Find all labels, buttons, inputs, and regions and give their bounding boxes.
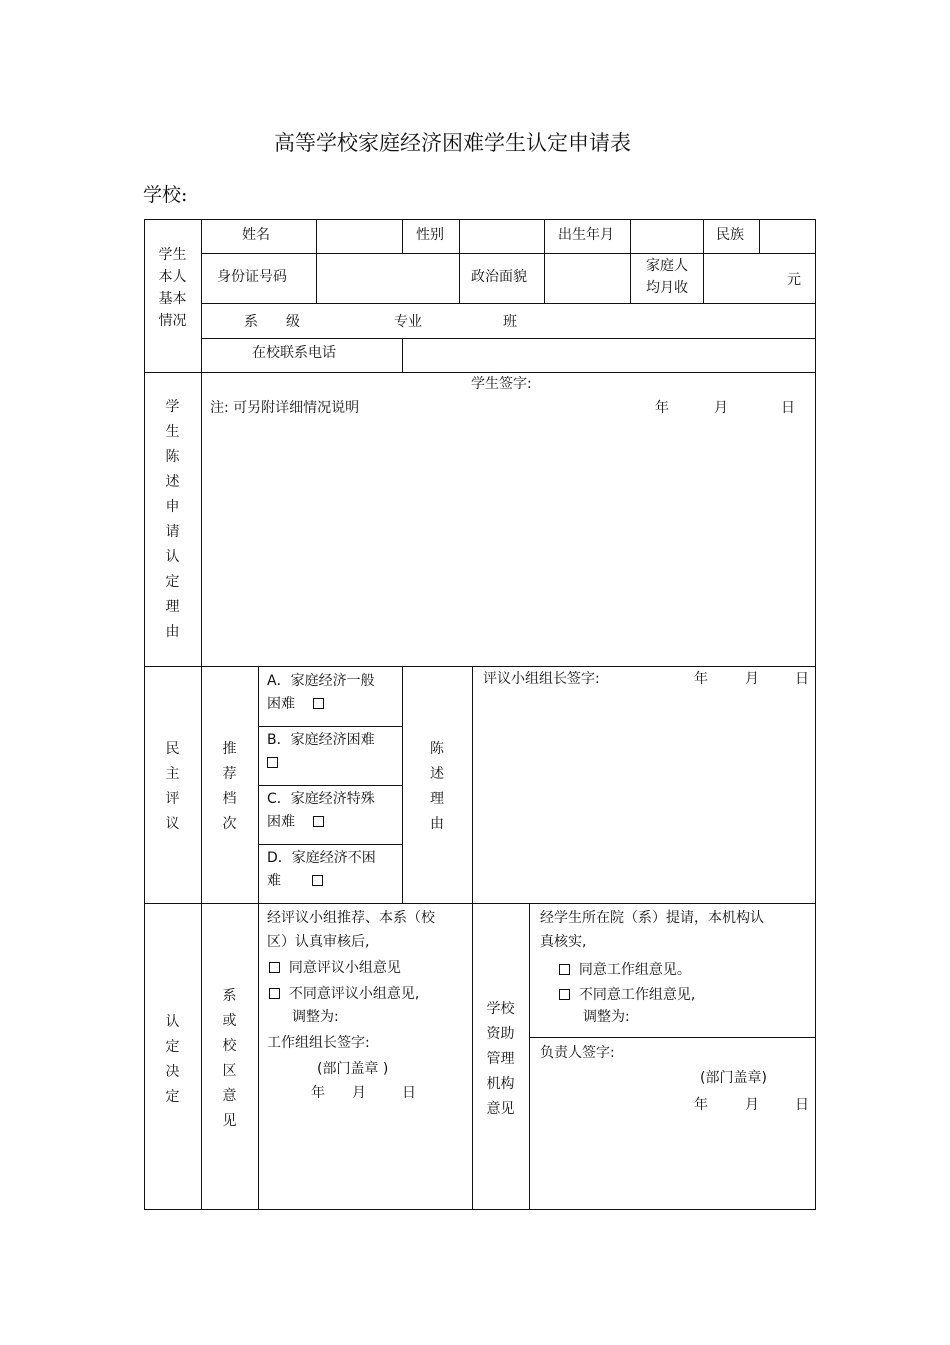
option-text: 同意评议小组意见 xyxy=(288,960,401,976)
label-line: 定 xyxy=(165,1089,180,1105)
student-signature-label: 学生签字: xyxy=(471,376,532,392)
option-hardship[interactable] xyxy=(267,729,375,775)
school-disagree-option[interactable] xyxy=(559,984,695,1006)
school-agree-option[interactable] xyxy=(559,959,691,981)
dept-agree-option[interactable] xyxy=(269,957,401,979)
option-text: 难 xyxy=(267,873,281,889)
label-line: 校 xyxy=(222,1038,237,1054)
label-line: 资助 xyxy=(486,1026,515,1042)
birth-field[interactable] xyxy=(631,220,702,252)
dept-adjust-label: 调整为: xyxy=(292,1009,339,1025)
option-general-hardship[interactable] xyxy=(267,670,375,716)
reason-label xyxy=(402,737,472,837)
school-day: 日 xyxy=(795,1097,809,1113)
dept-label: 系 xyxy=(244,314,258,330)
label-line: 述 xyxy=(430,766,444,782)
statement-section-label xyxy=(144,395,201,645)
option-text: 不同意评议小组意见, xyxy=(288,986,420,1002)
dept-disagree-option[interactable] xyxy=(269,983,419,1005)
review-month: 月 xyxy=(745,671,759,687)
text-line: 经学生所在院（系）提请，本机构认 xyxy=(540,910,764,926)
label-line: 陈 xyxy=(165,449,180,465)
label-line: 见 xyxy=(222,1113,237,1129)
label-line: 管理 xyxy=(486,1051,515,1067)
checkbox[interactable] xyxy=(313,816,324,827)
checkbox[interactable] xyxy=(313,698,324,709)
political-label: 政治面貌 xyxy=(471,269,527,285)
school-opinion-text xyxy=(540,906,764,954)
id-number-field[interactable] xyxy=(317,254,458,302)
dept-signature-label: 工作组组长签字: xyxy=(267,1035,370,1051)
statement-day: 日 xyxy=(781,400,795,416)
name-field[interactable] xyxy=(317,220,401,252)
label-line: 决 xyxy=(165,1064,180,1080)
label-line: 请 xyxy=(165,524,180,540)
label-line: 情况 xyxy=(158,313,187,329)
option-text: 困难 xyxy=(267,814,295,830)
text-line: 真核实, xyxy=(540,934,587,950)
ethnicity-label: 民族 xyxy=(716,227,744,243)
school-month: 月 xyxy=(745,1097,759,1113)
label-line: 认 xyxy=(165,1014,180,1030)
major-label: 专业 xyxy=(394,314,422,330)
dept-year: 年 xyxy=(311,1085,325,1101)
label-line: 认 xyxy=(165,549,180,565)
label-line: 申 xyxy=(165,499,180,515)
label-line: 评 xyxy=(165,791,180,807)
checkbox[interactable] xyxy=(559,964,570,975)
label-line: 由 xyxy=(165,624,180,640)
label-line: 或 xyxy=(222,1013,237,1029)
school-signature-label: 负责人签字: xyxy=(540,1045,615,1061)
decision-section-label xyxy=(144,1010,201,1110)
label-line: 理 xyxy=(165,599,180,615)
checkbox[interactable] xyxy=(559,989,570,1000)
label-line: 主 xyxy=(165,766,180,782)
label-line: 次 xyxy=(222,816,237,832)
label-line: 家庭人 xyxy=(646,258,688,274)
phone-field[interactable] xyxy=(403,339,815,371)
gender-field[interactable] xyxy=(460,220,543,252)
dept-month: 月 xyxy=(352,1085,366,1101)
checkbox[interactable] xyxy=(312,875,323,886)
label-line: 档 xyxy=(222,791,237,807)
label-line: 述 xyxy=(165,474,180,490)
income-label xyxy=(631,255,703,299)
label-line: 意见 xyxy=(486,1101,515,1117)
school-seal-label: (部门盖章) xyxy=(700,1070,767,1086)
checkbox[interactable] xyxy=(269,962,280,973)
statement-text-area[interactable] xyxy=(203,420,813,662)
label-line: 理 xyxy=(430,791,444,807)
review-text-area[interactable] xyxy=(475,692,813,900)
label-line: 意 xyxy=(222,1088,237,1104)
page-title: 高等学校家庭经济困难学生认定申请表 xyxy=(274,131,631,155)
label-line: 系 xyxy=(222,988,237,1004)
label-line: 基本 xyxy=(158,291,187,307)
checkbox[interactable] xyxy=(267,757,278,768)
option-text: A．家庭经济一般 xyxy=(267,673,375,689)
phone-label: 在校联系电话 xyxy=(252,345,336,361)
label-line: 生 xyxy=(165,424,180,440)
option-text: 同意工作组意见。 xyxy=(578,962,691,978)
label-line: 学校 xyxy=(486,1001,515,1017)
dept-opinion-text xyxy=(267,906,435,954)
option-no-hardship[interactable] xyxy=(267,847,376,893)
level-label xyxy=(201,737,258,837)
option-text: D．家庭经济不困 xyxy=(267,850,376,866)
label-line: 由 xyxy=(430,816,444,832)
text-line: 经评议小组推荐、本系（校 xyxy=(267,910,435,926)
option-text: C．家庭经济特殊 xyxy=(267,791,375,807)
review-year: 年 xyxy=(694,671,708,687)
name-label: 姓名 xyxy=(242,227,270,243)
option-special-hardship[interactable] xyxy=(267,788,375,834)
label-line: 本人 xyxy=(158,269,187,285)
statement-month: 月 xyxy=(714,400,728,416)
label-line: 议 xyxy=(165,816,180,832)
leader-signature-label: 评议小组组长签字: xyxy=(483,671,600,687)
basic-info-section-label xyxy=(144,244,201,332)
label-line: 学 xyxy=(165,399,180,415)
label-line: 荐 xyxy=(222,766,237,782)
label-line: 学生 xyxy=(158,247,187,263)
label-line: 民 xyxy=(165,741,180,757)
option-text: B．家庭经济困难 xyxy=(267,732,375,748)
label-line: 机构 xyxy=(486,1076,515,1092)
dept-day: 日 xyxy=(402,1085,416,1101)
label-line: 定 xyxy=(165,1039,180,1055)
label-line: 定 xyxy=(165,574,180,590)
option-text: 困难 xyxy=(267,696,295,712)
political-field[interactable] xyxy=(545,254,629,302)
review-section-label xyxy=(144,737,201,837)
label-line: 区 xyxy=(222,1063,237,1079)
class-label: 班 xyxy=(503,314,517,330)
school-year: 年 xyxy=(694,1097,708,1113)
statement-note: 注: 可另附详细情况说明 xyxy=(210,400,360,416)
grade-label: 级 xyxy=(286,314,300,330)
dept-seal-label: (部门盖章 ) xyxy=(317,1061,389,1077)
ethnicity-field[interactable] xyxy=(760,220,815,252)
checkbox[interactable] xyxy=(269,988,280,999)
school-office-label xyxy=(472,997,529,1122)
option-text: 不同意工作组意见, xyxy=(578,987,696,1003)
income-unit: 元 xyxy=(787,272,801,288)
label-line: 均月收 xyxy=(646,280,688,296)
review-day: 日 xyxy=(795,671,809,687)
school-label: 学校: xyxy=(143,184,188,206)
id-number-label: 身份证号码 xyxy=(217,269,287,285)
text-line: 区）认真审核后, xyxy=(267,934,370,950)
birth-label: 出生年月 xyxy=(558,227,614,243)
gender-label: 性别 xyxy=(416,227,444,243)
label-line: 推 xyxy=(222,741,237,757)
statement-year: 年 xyxy=(655,400,669,416)
school-adjust-label: 调整为: xyxy=(583,1009,630,1025)
label-line: 陈 xyxy=(430,741,444,757)
dept-opinion-label xyxy=(201,984,258,1134)
